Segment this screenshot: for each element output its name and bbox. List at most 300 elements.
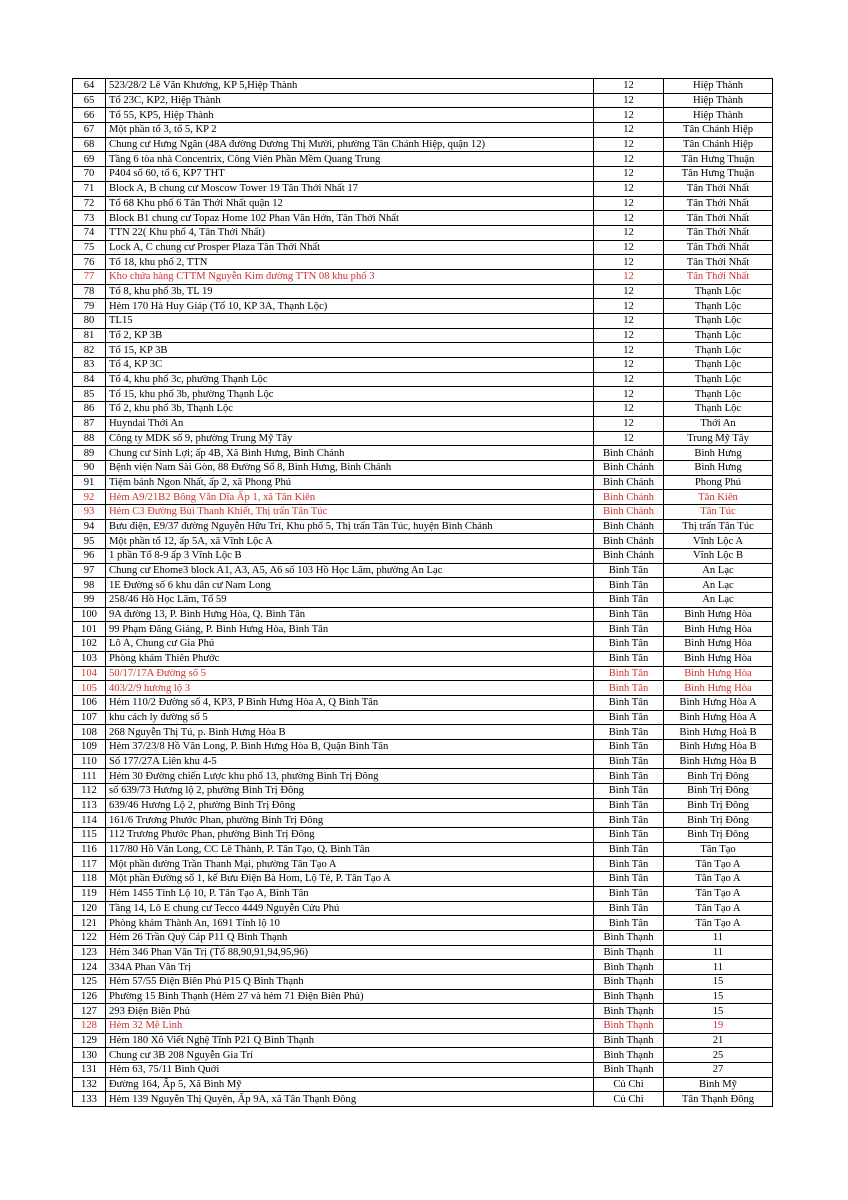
address-cell: 112 Trương Phước Phan, phường Bình Trị Đông: [106, 828, 594, 843]
address-cell: Hẻm 37/23/8 Hồ Văn Long, P. Bình Hưng Hòa B, Quận Bình Tân: [106, 739, 594, 754]
district-cell: 12: [594, 93, 664, 108]
row-number: 112: [73, 784, 106, 799]
table-row: [73, 637, 773, 652]
row-number: 104: [73, 666, 106, 681]
table-row: [73, 872, 773, 887]
row-number: 109: [73, 739, 106, 754]
address-cell: Tầng 14, Lô E chung cư Tecco 4449 Nguyễn Cửu Phú: [106, 901, 594, 916]
district-cell: Bình Tân: [594, 593, 664, 608]
ward-cell: Tân Tạo: [664, 842, 773, 857]
table-row: [73, 695, 773, 710]
table-row: [73, 945, 773, 960]
table-row: [73, 358, 773, 373]
district-cell: Bình Chánh: [594, 475, 664, 490]
district-cell: Bình Chánh: [594, 534, 664, 549]
address-cell: Tổ 8, khu phố 3b, TL 19: [106, 284, 594, 299]
address-cell: Tầng 6 tòa nhà Concentrix, Công Viên Phần Mềm Quang Trung: [106, 152, 594, 167]
ward-cell: 27: [664, 1063, 773, 1078]
ward-cell: Thạnh Lộc: [664, 402, 773, 417]
row-number: 90: [73, 460, 106, 475]
address-cell: Một phần tổ 3, tổ 5, KP 2: [106, 123, 594, 138]
table-row: [73, 725, 773, 740]
row-number: 92: [73, 490, 106, 505]
table-row: [73, 284, 773, 299]
row-number: 74: [73, 225, 106, 240]
district-cell: Bình Tân: [594, 784, 664, 799]
row-number: 121: [73, 916, 106, 931]
ward-cell: 21: [664, 1033, 773, 1048]
table-row: [73, 519, 773, 534]
address-cell: Bệnh viện Nam Sài Gòn, 88 Đường Số 8, Bình Hưng, Bình Chánh: [106, 460, 594, 475]
table-row: [73, 93, 773, 108]
district-cell: Bình Thạnh: [594, 930, 664, 945]
ward-cell: 15: [664, 989, 773, 1004]
row-number: 122: [73, 930, 106, 945]
row-number: 128: [73, 1019, 106, 1034]
table-row: [73, 1033, 773, 1048]
ward-cell: Tân Thới Nhất: [664, 255, 773, 270]
table-row: [73, 1048, 773, 1063]
ward-cell: Thạnh Lộc: [664, 284, 773, 299]
row-number: 64: [73, 79, 106, 94]
address-cell: Hẻm 26 Trần Quý Cáp P11 Q Bình Thạnh: [106, 930, 594, 945]
table-row: [73, 960, 773, 975]
table-row: [73, 1077, 773, 1092]
ward-cell: Bình Hưng Hoà B: [664, 725, 773, 740]
address-cell: Hẻm 180 Xô Viết Nghệ Tĩnh P21 Q Bình Thạnh: [106, 1033, 594, 1048]
district-cell: Bình Tân: [594, 651, 664, 666]
table-row: [73, 387, 773, 402]
district-cell: 12: [594, 284, 664, 299]
row-number: 116: [73, 842, 106, 857]
address-cell: khu cách ly đường số 5: [106, 710, 594, 725]
table-row: [73, 108, 773, 123]
row-number: 106: [73, 695, 106, 710]
row-number: 115: [73, 828, 106, 843]
district-cell: Bình Chánh: [594, 549, 664, 564]
address-cell: Công ty MDK số 9, phường Trung Mỹ Tây: [106, 431, 594, 446]
table-row: [73, 549, 773, 564]
address-cell: Kho chứa hàng CTTM Nguyễn Kim đường TTN 08 khu phố 3: [106, 269, 594, 284]
ward-cell: 25: [664, 1048, 773, 1063]
table-row: [73, 152, 773, 167]
address-cell: Một phần đường Trần Thanh Mại, phường Tân Tạo A: [106, 857, 594, 872]
row-number: 96: [73, 549, 106, 564]
district-cell: Bình Tân: [594, 666, 664, 681]
table-row: [73, 563, 773, 578]
address-cell: Tổ 15, KP 3B: [106, 343, 594, 358]
ward-cell: Tân Thới Nhất: [664, 196, 773, 211]
district-cell: Bình Tân: [594, 739, 664, 754]
row-number: 114: [73, 813, 106, 828]
row-number: 76: [73, 255, 106, 270]
table-row: [73, 137, 773, 152]
district-cell: 12: [594, 196, 664, 211]
table-row: [73, 607, 773, 622]
table-row: [73, 593, 773, 608]
address-cell: Hẻm C3 Đường Bùi Thanh Khiết, Thị trấn Tân Túc: [106, 504, 594, 519]
row-number: 125: [73, 974, 106, 989]
row-number: 133: [73, 1092, 106, 1107]
ward-cell: Thạnh Lộc: [664, 299, 773, 314]
ward-cell: Tân Thới Nhất: [664, 240, 773, 255]
ward-cell: Bình Hưng Hòa A: [664, 695, 773, 710]
table-row: [73, 402, 773, 417]
ward-cell: Trung Mỹ Tây: [664, 431, 773, 446]
row-number: 67: [73, 123, 106, 138]
district-cell: 12: [594, 152, 664, 167]
district-cell: 12: [594, 358, 664, 373]
ward-cell: Phong Phú: [664, 475, 773, 490]
table-row: [73, 1092, 773, 1107]
row-number: 77: [73, 269, 106, 284]
address-cell: 258/46 Hồ Học Lãm, Tổ 59: [106, 593, 594, 608]
table-row: [73, 490, 773, 505]
table-row: [73, 842, 773, 857]
address-cell: Tổ 4, khu phố 3c, phường Thạnh Lộc: [106, 372, 594, 387]
district-cell: 12: [594, 123, 664, 138]
table-row: [73, 240, 773, 255]
row-number: 89: [73, 446, 106, 461]
address-cell: Bưu điện, E9/37 đường Nguyễn Hữu Trí, Khu phố 5, Thị trấn Tân Túc, huyện Bình Chánh: [106, 519, 594, 534]
address-cell: 9A đường 13, P. Bình Hưng Hòa, Q. Bình Tân: [106, 607, 594, 622]
district-cell: Bình Tân: [594, 725, 664, 740]
ward-cell: Vĩnh Lộc A: [664, 534, 773, 549]
row-number: 80: [73, 314, 106, 329]
ward-cell: Tân Tạo A: [664, 901, 773, 916]
address-cell: 523/28/2 Lê Văn Khương, KP 5,Hiệp Thành: [106, 79, 594, 94]
district-cell: Bình Tân: [594, 886, 664, 901]
ward-cell: Bình Trị Đông: [664, 813, 773, 828]
district-cell: 12: [594, 240, 664, 255]
district-cell: Bình Tân: [594, 842, 664, 857]
row-number: 82: [73, 343, 106, 358]
district-cell: Bình Tân: [594, 769, 664, 784]
row-number: 94: [73, 519, 106, 534]
table-row: [73, 299, 773, 314]
district-cell: 12: [594, 416, 664, 431]
district-cell: Bình Tân: [594, 857, 664, 872]
address-cell: Một phần Đường số 1, kế Bưu Điện Bà Hom, Lộ Tẻ, P. Tân Tạo A: [106, 872, 594, 887]
ward-cell: Tân Chánh Hiệp: [664, 137, 773, 152]
ward-cell: Thới An: [664, 416, 773, 431]
district-cell: Bình Thạnh: [594, 1033, 664, 1048]
district-cell: Bình Tân: [594, 872, 664, 887]
ward-cell: Hiệp Thành: [664, 93, 773, 108]
ward-cell: Tân Thới Nhất: [664, 181, 773, 196]
ward-cell: Bình Mỹ: [664, 1077, 773, 1092]
address-table: [72, 78, 773, 1107]
row-number: 113: [73, 798, 106, 813]
district-cell: Bình Thạnh: [594, 974, 664, 989]
ward-cell: Bình Hưng Hòa: [664, 622, 773, 637]
district-cell: 12: [594, 387, 664, 402]
ward-cell: Bình Hưng Hòa B: [664, 739, 773, 754]
district-cell: Bình Tân: [594, 828, 664, 843]
row-number: 86: [73, 402, 106, 417]
ward-cell: Vĩnh Lộc B: [664, 549, 773, 564]
address-cell: Lock A, C chung cư Prosper Plaza Tân Thới Nhất: [106, 240, 594, 255]
table-row: [73, 416, 773, 431]
district-cell: Bình Tân: [594, 813, 664, 828]
row-number: 105: [73, 681, 106, 696]
district-cell: 12: [594, 108, 664, 123]
address-cell: 1 phần Tổ 8-9 ấp 3 Vĩnh Lộc B: [106, 549, 594, 564]
address-cell: P404 số 60, tổ 6, KP7 THT: [106, 167, 594, 182]
table-row: [73, 622, 773, 637]
ward-cell: Thạnh Lộc: [664, 343, 773, 358]
ward-cell: 11: [664, 960, 773, 975]
row-number: 111: [73, 769, 106, 784]
table-row: [73, 343, 773, 358]
ward-cell: Tân Thới Nhất: [664, 225, 773, 240]
table-row: [73, 225, 773, 240]
district-cell: Bình Thạnh: [594, 960, 664, 975]
address-cell: Hẻm 170 Hà Huy Giáp (Tổ 10, KP 3A, Thạnh Lộc): [106, 299, 594, 314]
district-cell: 12: [594, 431, 664, 446]
row-number: 75: [73, 240, 106, 255]
district-cell: 12: [594, 211, 664, 226]
table-row: [73, 269, 773, 284]
row-number: 85: [73, 387, 106, 402]
address-cell: Tổ 2, KP 3B: [106, 328, 594, 343]
ward-cell: Tân Tạo A: [664, 857, 773, 872]
district-cell: Bình Tân: [594, 563, 664, 578]
district-cell: Bình Chánh: [594, 460, 664, 475]
district-cell: 12: [594, 328, 664, 343]
table-row: [73, 901, 773, 916]
district-cell: Bình Tân: [594, 798, 664, 813]
address-cell: TTN 22( Khu phố 4, Tân Thới Nhất): [106, 225, 594, 240]
table-row: [73, 255, 773, 270]
district-cell: 12: [594, 402, 664, 417]
row-number: 65: [73, 93, 106, 108]
district-cell: Bình Tân: [594, 637, 664, 652]
row-number: 101: [73, 622, 106, 637]
district-cell: 12: [594, 137, 664, 152]
ward-cell: Hiệp Thành: [664, 108, 773, 123]
row-number: 84: [73, 372, 106, 387]
district-cell: Bình Thạnh: [594, 1019, 664, 1034]
district-cell: 12: [594, 181, 664, 196]
address-cell: Chung cư Hưng Ngân (48A đường Dương Thị Mười, phường Tân Chánh Hiệp, quận 12): [106, 137, 594, 152]
address-cell: Chung cư Sinh Lợi; ấp 4B, Xã Bình Hưng, Bình Chánh: [106, 446, 594, 461]
table-row: [73, 372, 773, 387]
row-number: 73: [73, 211, 106, 226]
ward-cell: Thạnh Lộc: [664, 387, 773, 402]
row-number: 131: [73, 1063, 106, 1078]
district-cell: Bình Tân: [594, 622, 664, 637]
address-cell: Hẻm 63, 75/11 Bình Quới: [106, 1063, 594, 1078]
ward-cell: Tân Tạo A: [664, 886, 773, 901]
table-row: [73, 578, 773, 593]
district-cell: 12: [594, 372, 664, 387]
ward-cell: Bình Hưng Hòa: [664, 607, 773, 622]
row-number: 102: [73, 637, 106, 652]
ward-cell: Bình Trị Đông: [664, 798, 773, 813]
ward-cell: Bình Hưng Hòa B: [664, 754, 773, 769]
address-cell: 99 Phạm Đăng Giảng, P. Bình Hưng Hòa, Bình Tân: [106, 622, 594, 637]
table-row: [73, 211, 773, 226]
row-number: 72: [73, 196, 106, 211]
table-row: [73, 798, 773, 813]
ward-cell: Tân Hưng Thuận: [664, 152, 773, 167]
ward-cell: Bình Hưng: [664, 446, 773, 461]
ward-cell: Tân Thạnh Đông: [664, 1092, 773, 1107]
row-number: 110: [73, 754, 106, 769]
row-number: 68: [73, 137, 106, 152]
ward-cell: 11: [664, 945, 773, 960]
ward-cell: 15: [664, 1004, 773, 1019]
table-row: [73, 974, 773, 989]
district-cell: Củ Chi: [594, 1092, 664, 1107]
address-cell: Lô A, Chung cư Gia Phú: [106, 637, 594, 652]
table-row: [73, 857, 773, 872]
district-cell: Bình Tân: [594, 916, 664, 931]
district-cell: Bình Tân: [594, 695, 664, 710]
address-cell: Hẻm 57/55 Điện Biên Phủ P15 Q Bình Thạnh: [106, 974, 594, 989]
table-row: [73, 504, 773, 519]
table-row: [73, 1004, 773, 1019]
table-row: [73, 989, 773, 1004]
address-cell: 161/6 Trương Phước Phan, phường Bình Trị Đông: [106, 813, 594, 828]
address-cell: Block A, B chung cư Moscow Tower 19 Tân Thới Nhất 17: [106, 181, 594, 196]
ward-cell: Tân Kiên: [664, 490, 773, 505]
district-cell: Bình Tân: [594, 578, 664, 593]
district-cell: 12: [594, 269, 664, 284]
row-number: 119: [73, 886, 106, 901]
district-cell: 12: [594, 255, 664, 270]
row-number: 117: [73, 857, 106, 872]
address-cell: 639/46 Hương Lộ 2, phường Bình Trị Đông: [106, 798, 594, 813]
address-cell: Tổ 68 Khu phố 6 Tân Thới Nhất quận 12: [106, 196, 594, 211]
table-row: [73, 813, 773, 828]
ward-cell: An Lạc: [664, 563, 773, 578]
address-cell: Hẻm 1455 Tỉnh Lộ 10, P. Tân Tạo A, Bình Tân: [106, 886, 594, 901]
table-row: [73, 123, 773, 138]
address-cell: Phòng khám Thiên Phước: [106, 651, 594, 666]
district-cell: Bình Chánh: [594, 446, 664, 461]
row-number: 120: [73, 901, 106, 916]
district-cell: 12: [594, 299, 664, 314]
table-row: [73, 446, 773, 461]
row-number: 98: [73, 578, 106, 593]
row-number: 127: [73, 1004, 106, 1019]
row-number: 71: [73, 181, 106, 196]
district-cell: Bình Tân: [594, 710, 664, 725]
table-row: [73, 328, 773, 343]
ward-cell: Bình Trị Đông: [664, 769, 773, 784]
row-number: 126: [73, 989, 106, 1004]
address-cell: 50/17/17A Đường số 5: [106, 666, 594, 681]
district-cell: Bình Tân: [594, 607, 664, 622]
row-number: 132: [73, 1077, 106, 1092]
address-cell: Huyndai Thới An: [106, 416, 594, 431]
district-cell: Bình Tân: [594, 901, 664, 916]
ward-cell: An Lạc: [664, 578, 773, 593]
table-row: [73, 460, 773, 475]
ward-cell: 19: [664, 1019, 773, 1034]
address-cell: Một phần tổ 12, ấp 5A, xã Vĩnh Lộc A: [106, 534, 594, 549]
row-number: 66: [73, 108, 106, 123]
address-cell: 293 Điện Biên Phủ: [106, 1004, 594, 1019]
table-row: [73, 739, 773, 754]
address-cell: Tổ 55, KP5, Hiệp Thành: [106, 108, 594, 123]
ward-cell: Bình Hưng Hòa: [664, 637, 773, 652]
table-row: [73, 681, 773, 696]
ward-cell: 15: [664, 974, 773, 989]
ward-cell: Bình Hưng Hòa: [664, 651, 773, 666]
ward-cell: Hiệp Thành: [664, 79, 773, 94]
address-cell: Block B1 chung cư Topaz Home 102 Phan Văn Hớn, Tân Thới Nhất: [106, 211, 594, 226]
address-cell: Tổ 2, khu phố 3b, Thạnh Lộc: [106, 402, 594, 417]
address-cell: Hẻm 139 Nguyễn Thị Quyên, Ấp 9A, xã Tân Thạnh Đông: [106, 1092, 594, 1107]
ward-cell: Bình Hưng Hòa A: [664, 710, 773, 725]
table-row: [73, 196, 773, 211]
district-cell: Bình Thạnh: [594, 1063, 664, 1078]
ward-cell: Bình Trị Đông: [664, 784, 773, 799]
address-cell: 403/2/9 hương lộ 3: [106, 681, 594, 696]
address-cell: Hẻm 346 Phan Văn Trị (Tổ 88,90,91,94,95,96): [106, 945, 594, 960]
table-body: [73, 79, 773, 1107]
address-cell: 1E Đường số 6 khu dân cư Nam Long: [106, 578, 594, 593]
table-row: [73, 475, 773, 490]
district-cell: 12: [594, 225, 664, 240]
district-cell: 12: [594, 343, 664, 358]
district-cell: Bình Chánh: [594, 490, 664, 505]
table-row: [73, 666, 773, 681]
table-row: [73, 886, 773, 901]
district-cell: Bình Thạnh: [594, 989, 664, 1004]
table-row: [73, 314, 773, 329]
address-cell: 334A Phan Văn Trị: [106, 960, 594, 975]
ward-cell: Thạnh Lộc: [664, 328, 773, 343]
row-number: 81: [73, 328, 106, 343]
row-number: 107: [73, 710, 106, 725]
district-cell: Củ Chi: [594, 1077, 664, 1092]
row-number: 103: [73, 651, 106, 666]
ward-cell: An Lạc: [664, 593, 773, 608]
address-cell: Tiệm bánh Ngon Nhất, ấp 2, xã Phong Phú: [106, 475, 594, 490]
ward-cell: Thạnh Lộc: [664, 358, 773, 373]
ward-cell: Tân Thới Nhất: [664, 269, 773, 284]
table-row: [73, 1063, 773, 1078]
table-row: [73, 79, 773, 94]
table-row: [73, 167, 773, 182]
ward-cell: Tân Chánh Hiệp: [664, 123, 773, 138]
table-row: [73, 754, 773, 769]
table-row: [73, 1019, 773, 1034]
table-row: [73, 534, 773, 549]
address-cell: Hẻm 32 Mê Linh: [106, 1019, 594, 1034]
row-number: 69: [73, 152, 106, 167]
document-page: [72, 78, 772, 1107]
district-cell: Bình Tân: [594, 681, 664, 696]
table-row: [73, 769, 773, 784]
ward-cell: 11: [664, 930, 773, 945]
address-cell: Phường 15 Bình Thạnh (Hẻm 27 và hẻm 71 Điện Biên Phủ): [106, 989, 594, 1004]
row-number: 79: [73, 299, 106, 314]
address-cell: 117/80 Hồ Văn Long, CC Lê Thành, P. Tân Tạo, Q. Bình Tân: [106, 842, 594, 857]
address-cell: TL15: [106, 314, 594, 329]
ward-cell: Tân Tạo A: [664, 916, 773, 931]
row-number: 99: [73, 593, 106, 608]
district-cell: Bình Chánh: [594, 519, 664, 534]
district-cell: Bình Tân: [594, 754, 664, 769]
district-cell: Bình Thạnh: [594, 945, 664, 960]
row-number: 87: [73, 416, 106, 431]
table-row: [73, 930, 773, 945]
